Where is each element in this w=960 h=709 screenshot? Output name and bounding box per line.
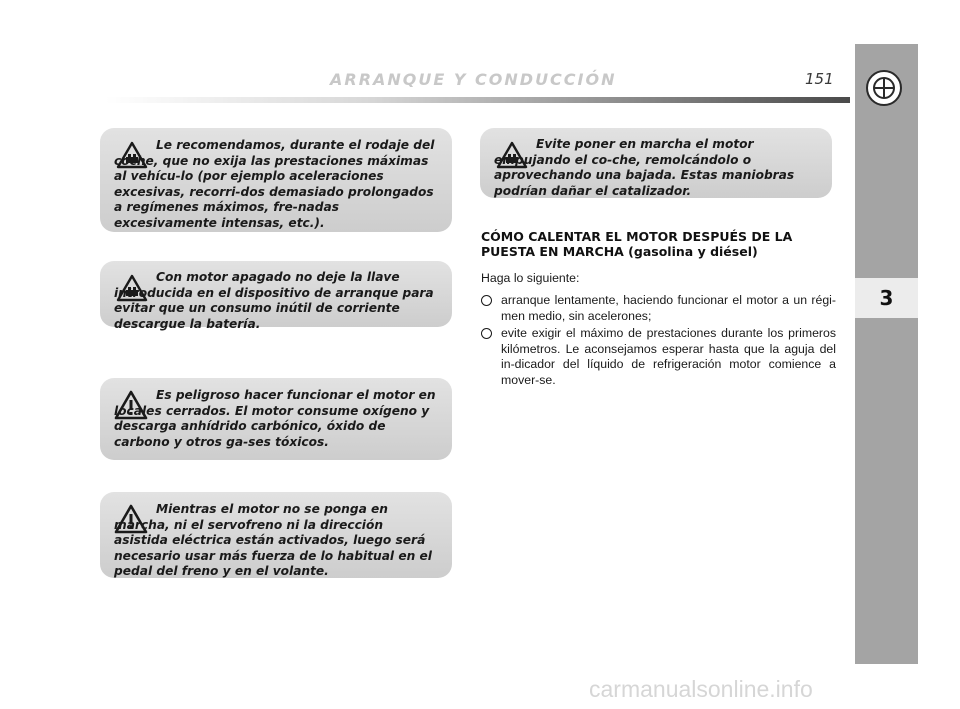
warning-box bbox=[480, 128, 832, 198]
section-intro: Haga lo siguiente: bbox=[481, 271, 580, 285]
watermark: carmanualsonline.info bbox=[589, 676, 813, 702]
warning-text: Evite poner en marcha el motor empujando el co-che, remolcándolo o aprovechando una bajada. Estas maniobras podrían dañar el catalizador. bbox=[494, 137, 795, 198]
brand-logo bbox=[866, 70, 902, 106]
chapter-side-tab bbox=[855, 44, 918, 664]
warning-box bbox=[100, 378, 452, 460]
warning-box bbox=[100, 261, 452, 331]
page-number: 151 bbox=[805, 70, 834, 88]
warning-text: Le recomendamos, durante el rodaje del coche, que no exija las prestaciones máximas al vehícu-lo (por ejemplo aceleraciones excesivas, recorri-dos demasiado prolongados a regímenes máximos, fre-nadas excesivamente intensas, etc.). bbox=[114, 138, 435, 230]
warning-text: Con motor apagado no deje la llave introducida en el dispositivo de arranque para evitar que un consumo inútil de corriente descargue la batería. bbox=[114, 270, 434, 331]
warning-box bbox=[100, 128, 452, 232]
bullet-circle-icon bbox=[481, 295, 492, 306]
list-item bbox=[481, 326, 836, 388]
warning-text: Es peligroso hacer funcionar el motor en locales cerrados. El motor consume oxígeno y descarga anhídrido carbónico, óxido de carbono y otros ga-ses tóxicos. bbox=[114, 388, 436, 449]
section-heading: CÓMO CALENTAR EL MOTOR DESPUÉS DE LA PUESTA EN MARCHA (gasolina y diésel) bbox=[481, 229, 793, 259]
list-item bbox=[481, 293, 836, 324]
page-header-title: ARRANQUE Y CONDUCCIÓN bbox=[330, 70, 617, 89]
header-rule bbox=[105, 97, 850, 103]
warning-text: Mientras el motor no se ponga en marcha, ni el servofreno ni la dirección asistida eléctrica están activados, luego será necesario usar más fuerza de lo habitual en el pedal del freno y en el volante. bbox=[114, 502, 432, 578]
bullet-circle-icon bbox=[481, 328, 492, 339]
list-item-text: evite exigir el máximo de prestaciones durante los primeros kilómetros. Le aconsejamos esperar hasta que la aguja del in-dicador del líquido de refrigeración motor comience a mover-se. bbox=[501, 326, 836, 387]
chapter-number: 3 bbox=[855, 278, 918, 318]
brand-logo-emblem bbox=[873, 77, 895, 99]
warning-box bbox=[100, 492, 452, 578]
list-item-text: arranque lentamente, haciendo funcionar el motor a un régi-men medio, sin acelerones; bbox=[501, 293, 836, 323]
